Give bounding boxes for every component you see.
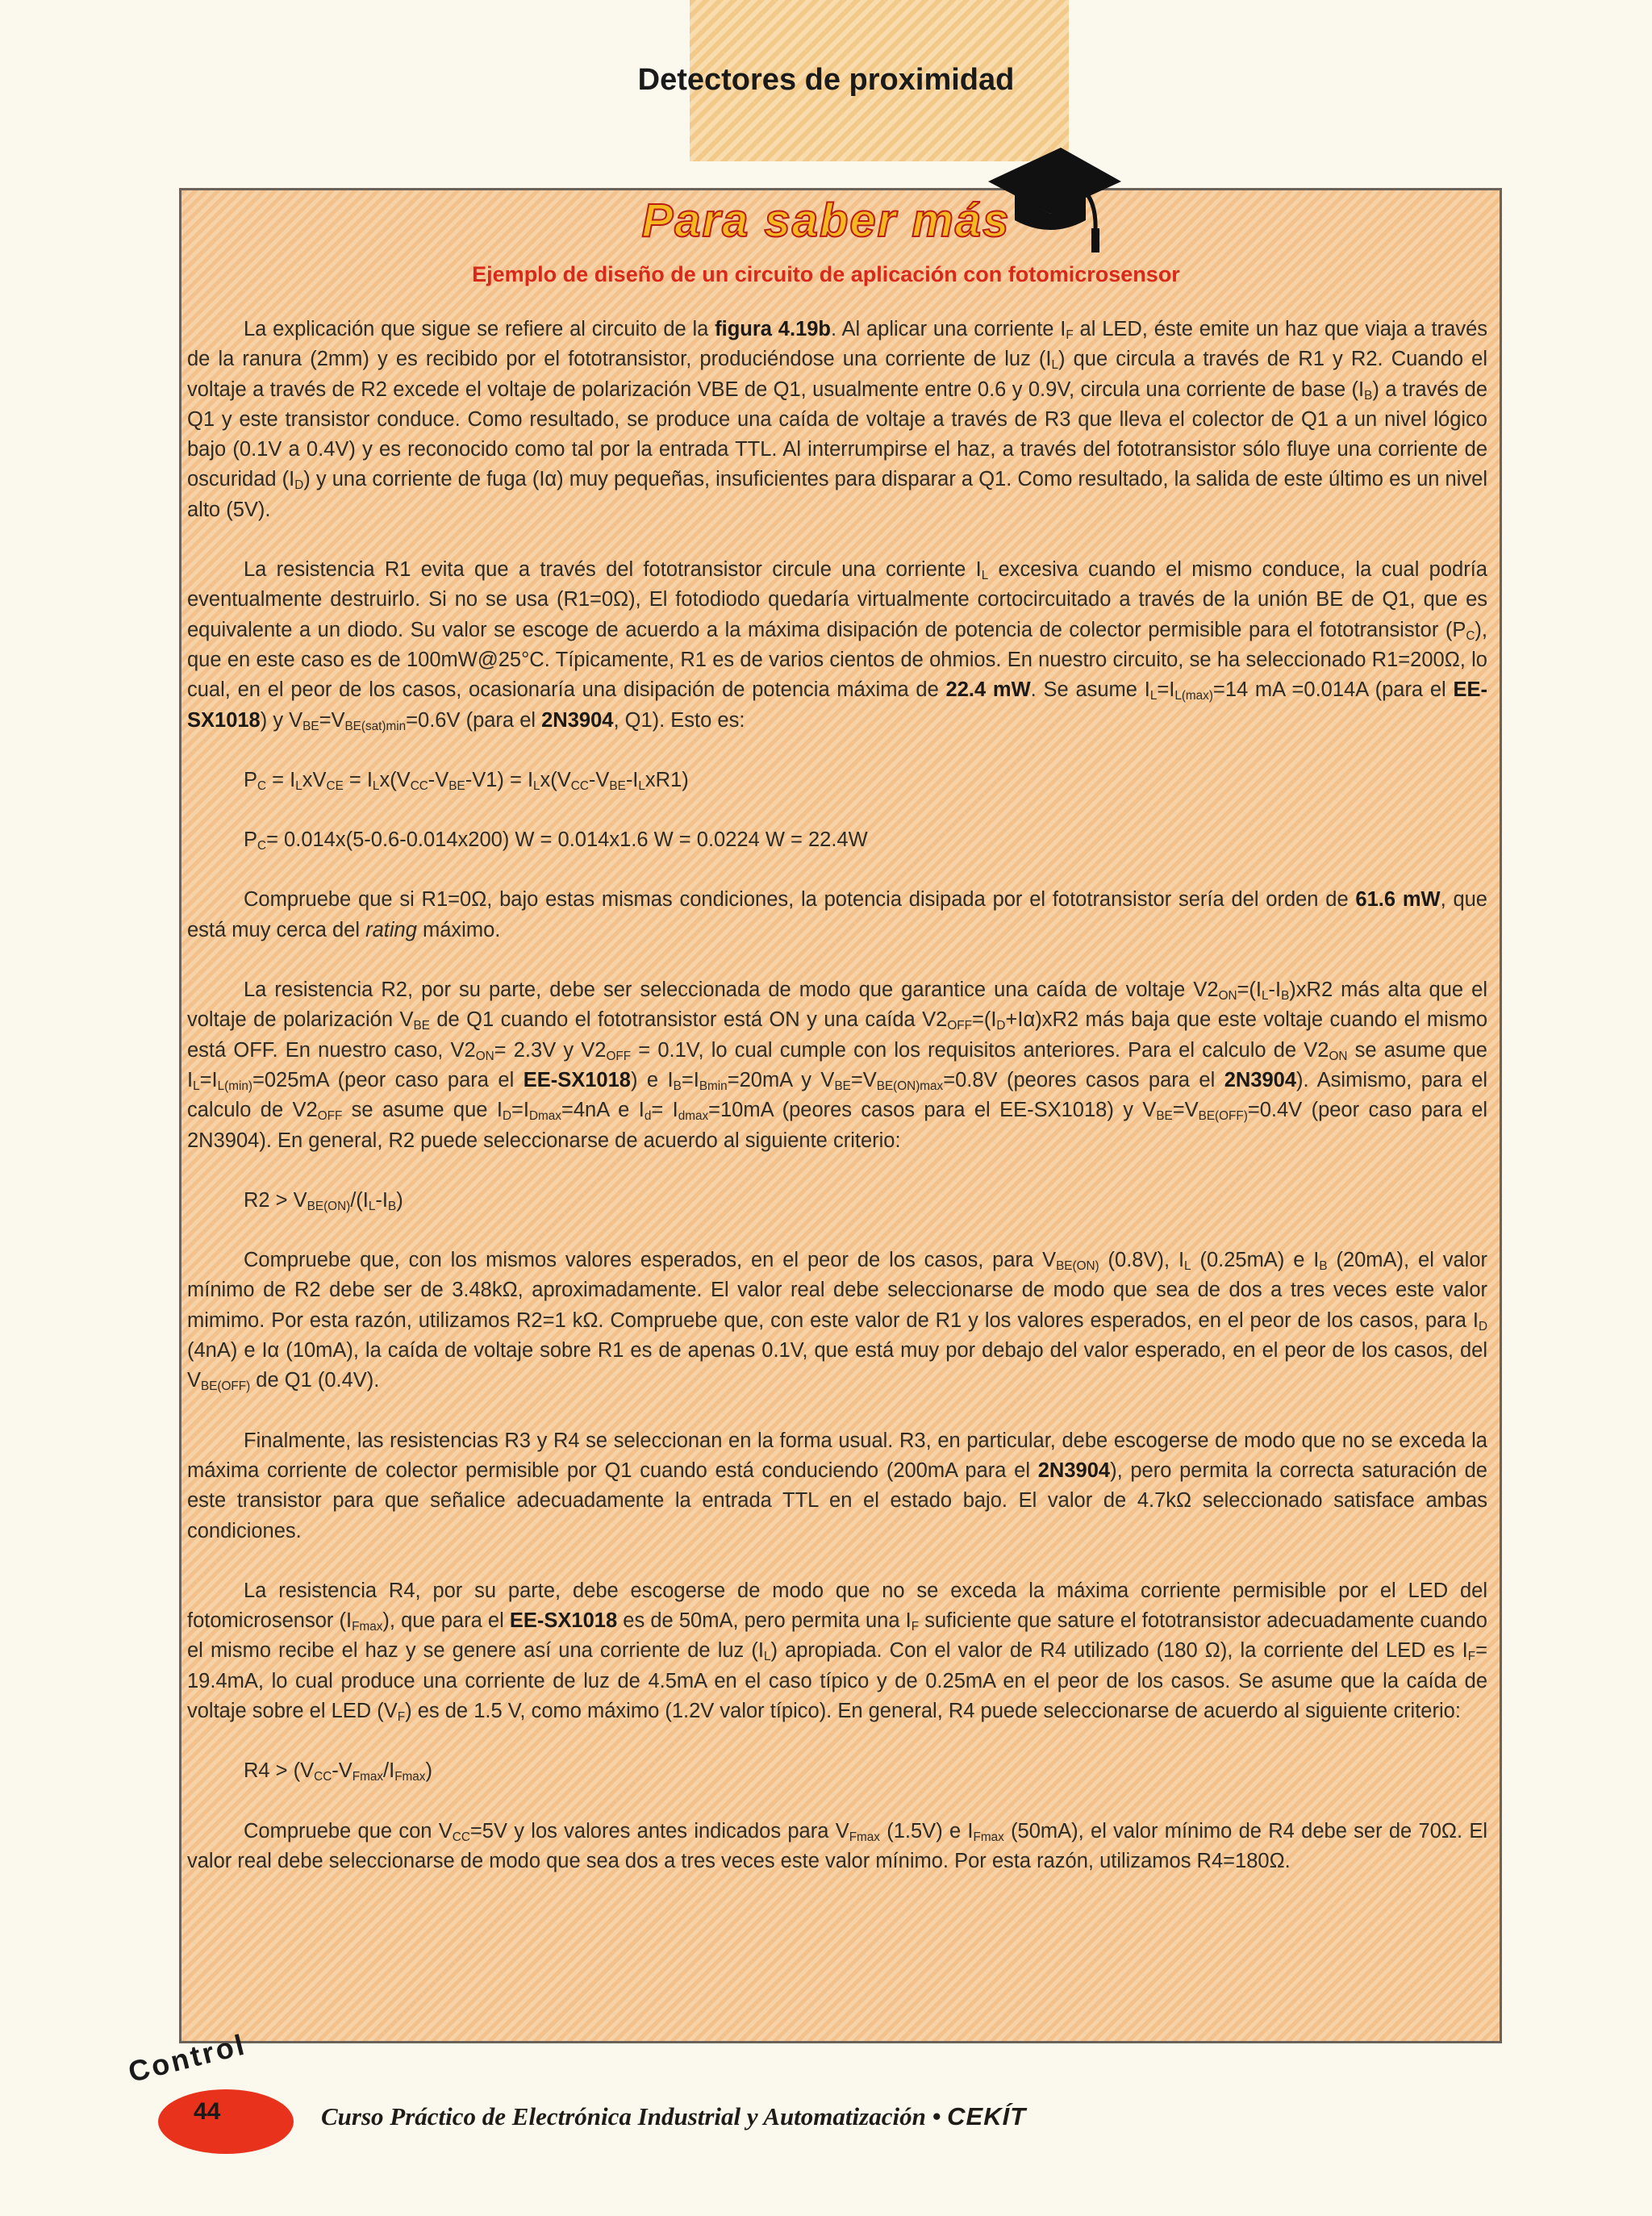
formula: $P_C = I_LxV_{CE} = I_Lx(V_{CC}-V_{BE}-V1) = I_Lx(V_{CC}-V_{BE}-I_LxR1)$ xyxy=(244,768,689,793)
article-body xyxy=(187,315,1487,1906)
footer-separator: • xyxy=(932,2102,941,2130)
footer xyxy=(321,2102,1026,2131)
paragraph: La resistencia R4, por su parte, debe escogerse de modo que no se exceda la máxima corriente permisible por el LED del fotomicrosensor $(I_{Fmax})$, que para el EE-SX1018 es de 50mA, pero permita una $I_F$ suficiente que sature el fototransistor adecuadamente cuando el mismo recibe el haz y se genere así una corriente de luz $(I_L)$ apropiada. Con el valor de R4 utilizado (180 Ω), la corriente del LED es $I_F= 19.4mA$, lo cual produce una corriente de luz de 4.5mA en el caso típico y de 0.25mA en el peor de los casos. Se asume que la caída de voltaje sobre el LED $(V_F)$ es de 1.5 V, como máximo (1.2V valor típico). En general, R4 puede seleccionarse de acuerdo al siguiente criterio: xyxy=(187,1579,1487,1724)
page-number: 44 xyxy=(194,2098,221,2125)
brand-logo: CEKÍT xyxy=(947,2102,1027,2130)
paragraph: Finalmente, las resistencias R3 y R4 se seleccionan en la forma usual. R3, en particular, debe escogerse de modo que no se exceda la máxima corriente de colector permisible por Q1 cuando está conduciendo (200mA para el 2N3904), pero permita la correcta saturación de este transistor para que señalice adecuadamente la entrada TTL en el estado bajo. El valor de 4.7kΩ seleccionado satisface ambas condiciones. xyxy=(187,1429,1487,1542)
control-label: Control xyxy=(124,2027,250,2089)
page-number-badge xyxy=(158,2089,294,2154)
paragraph: Compruebe que si R1=0Ω, bajo estas mismas condiciones, la potencia disipada por el fototransistor sería del orden de 61.6 mW, que está muy cerca del rating máximo. xyxy=(187,888,1487,941)
formula: $R4 > (V_{CC}-V_{Fmax}/I_{Fmax})$ xyxy=(244,1759,432,1784)
formula: $P_C= 0.014x(5-0.6-0.014x200) W = 0.014x1.6$ W = 0.0224 W = 22.4W xyxy=(244,828,868,853)
paragraph: Compruebe que con $V_{CC}=5V$ y los valores antes indicados para $V_{Fmax}$ (1.5V) e $I_{Fmax}$ (50mA), el valor mínimo de R4 debe ser de 70Ω. El valor real debe seleccionarse de modo que sea dos a tres veces este valor mínimo. Por esta razón, utilizamos R4=180Ω. xyxy=(187,1819,1487,1872)
paragraph: La resistencia R1 evita que a través del fototransistor circule una corriente $I_L$ excesiva cuando el mismo conduce, la cual podría eventualmente destruirlo. Si no se usa (R1=0Ω), El fotodiodo quedaría virtualmente cortocircuitado a través de la unión BE de Q1, que es equivalente a un diodo. Su valor se escoge de acuerdo a la máxima disipación de potencia de colector permisible para el fototransistor $(P_C)$, que en este caso es de 100mW@25°C. Típicamente, R1 es de varios cientos de ohmios. En nuestro circuito, se ha seleccionado R1=200Ω, lo cual, en el peor de los casos, ocasionaría una disipación de potencia máxima de 22.4 mW. Se asume $I_L=I_{L(max)}=14$ mA =0.014A (para el EE-SX1018) y $V_{BE}=V_{BE(sat)min}=0.6V$ (para el 2N3904, Q1). Esto es: xyxy=(187,558,1487,733)
paragraph: La explicación que sigue se refiere al circuito de la figura 4.19b. Al aplicar una corriente $I_F$ al LED, éste emite un haz que viaja a través de la ranura (2mm) y es recibido por el fototransistor, produciéndose una corriente de luz $(I_L)$ que circula a través de R1 y R2. Cuando el voltaje a través de R2 excede el voltaje de polarización VBE de Q1, usualmente entre 0.6 y 0.9V, circula una corriente de base $(I_B)$ a través de Q1 y este transistor conduce. Como resultado, se produce una caída de voltaje a través de R3 que lleva el colector de Q1 a un nivel lógico bajo (0.1V a 0.4V) y es reconocido como tal por la entrada TTL. Al interrumpirse el haz, a través del fototransistor sólo fluye una corriente de oscuridad $(I_D)$ y una corriente de fuga (Iα) muy pequeñas, insuficientes para disparar a Q1. Como resultado, la salida de este último es un nivel alto (5V). xyxy=(187,318,1488,521)
box-heading: Para saber más xyxy=(641,194,1011,247)
box-subheading: Ejemplo de diseño de un circuito de aplicación con fotomicrosensor xyxy=(472,262,1180,286)
formula: $R2 > V_{BE(ON)}/(I_L-I_B)$ xyxy=(244,1188,403,1213)
paragraph: La resistencia R2, por su parte, debe ser seleccionada de modo que garantice una caída de voltaje $V2_{ON}=(I_L-I_B)xR2$ más alta que el voltaje de polarización $V_{BE}$ de Q1 cuando el fototransistor está ON y una caída $V2_{OFF}=(I_D+I\alpha)xR2$ más baja que este voltaje cuando el mismo está OFF. En nuestro caso, $V2_{ON}= 2.3V$ y $V2_{OFF} = 0.1V$, lo cual cumple con los requisitos anteriores. Para el calculo de $V2_{ON}$ se asume que $I_L=I_{L(min)}=025mA$ (peor caso para el EE-SX1018) e $I_B=I_{Bmin}=20mA$ y $V_{BE}=V_{BE(ON)max}=0.8V$ (peores casos para el 2N3904). Asimismo, para el calculo de $V2_{OFF}$ se asume que $I_D=I_{Dmax}=4nA$ e $I_d= I_{dmax}=10mA$ (peores casos para el EE-SX1018) y $V_{BE}=V_{BE(OFF)}=0.4V$ (peor caso para el 2N3904). En general, R2 puede seleccionarse de acuerdo al siguiente criterio: xyxy=(187,979,1488,1152)
section-title: Detectores de proximidad xyxy=(637,63,1015,97)
course-title: Curso Práctico de Electrónica Industrial y Automatización xyxy=(321,2102,926,2130)
paragraph: Compruebe que, con los mismos valores esperados, en el peor de los casos, para $V_{BE(ON)}$ (0.8V), $I_L$ (0.25mA) e $I_B$ (20mA), el valor mínimo de R2 debe ser de 3.48kΩ, aproximadamente. El valor real debe seleccionarse de modo que sea de dos a tres veces este valor mimimo. Por esta razón, utilizamos R2=1 kΩ. Compruebe que, con este valor de R1 y los valores esperados, en el peor de los casos, para $I_D$ (4nA) e Iα (10mA), la caída de voltaje sobre R1 es de apenas 0.1V, que está muy por debajo del valor esperado, en el peor de los casos, del $V_{BE(OFF)}$ de Q1 (0.4V). xyxy=(187,1249,1488,1394)
